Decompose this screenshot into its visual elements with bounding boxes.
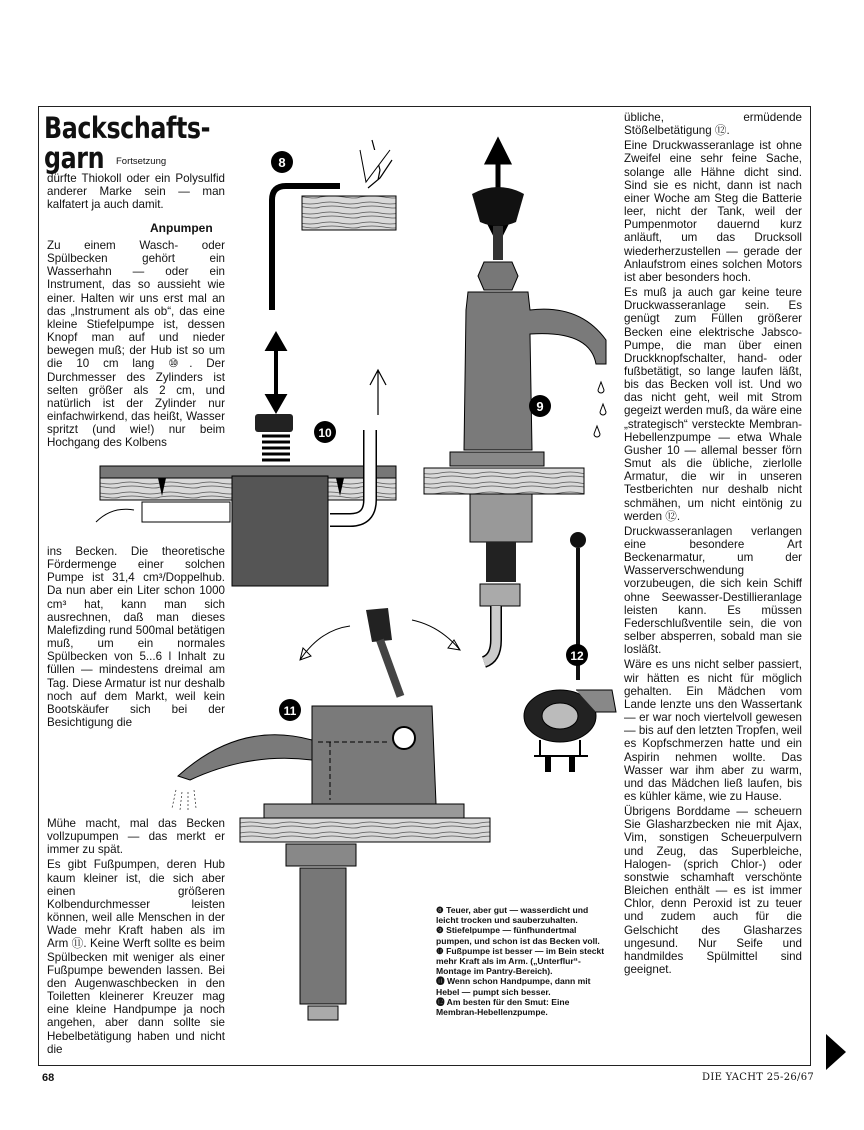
- paragraph: Übrigens Borddame — scheuern Sie Glasharzbecken nie mit Ajax, Vim, sonstigen Scheuerpulvern und Zeug, das Superbleiche, Halogen- (sprich Chlor-) oder sonstwie schamhaft verschönte Bleichen enthält — es ist immer Chlor, denn Peroxid ist zu teuer und zudem auch für die Gelschicht des Glasharzes ungesund. Nur Seife und handmildes Spülmittel sind geeignet.: [624, 805, 802, 976]
- article-title-line1: Backschafts-: [44, 111, 211, 145]
- magazine-issue: DIE YACHT 25-26/67: [702, 1072, 815, 1083]
- paragraph: Eine Druckwasseranlage ist ohne Zweifel eine sehr feine Sache, solange alle Hähne dicht sind. Sind sie es nicht, dann ist nach einer Woche am Steg die Batterie leer, nicht der Tank, weil der Pumpenmotor dauernd kurz anläuft, um das Drucksoll wiederherzustellen — gerade der Anlaufstrom eines solchen Motors ist aber besonders hoch.: [624, 139, 802, 284]
- figure-12-number: 12: [570, 649, 584, 663]
- paragraph: Es gibt Fußpumpen, deren Hub kaum kleiner ist, die sich aber einen größeren Kolbendurchmesser leisten können, weil alle Menschen in der Wade mehr Kraft haben als im Arm ⑪. Keine Werft sollte es beim Spülbecken mit weniger als einer Fußpumpe bewenden lassen. Bei den Augenwaschbecken in den Toiletten kleinerer Kreuzer mag eine kleine Handpumpe ja noch angehen, aber dann sollte sie Hebelbetätigung haben und nicht die: [47, 858, 225, 1056]
- caption-9: ❾ Stiefelpumpe — fünfhundertmal pumpen, und schon ist das Becken voll.: [436, 925, 600, 946]
- paragraph: Mühe macht, mal das Becken vollzupumpen — das merkt er immer zu spät.: [47, 817, 225, 857]
- caption-8: ❽ Teuer, aber gut — wasserdicht und leicht trocken und sauberzuhalten.: [436, 905, 589, 926]
- caption-11: ⓫ Wenn schon Handpumpe, dann mit Hebel — pumpt sich besser.: [436, 976, 591, 997]
- next-page-arrow-icon[interactable]: [826, 1034, 846, 1070]
- continuation-label: Fortsetzung: [116, 156, 167, 167]
- article-title-line2: garn: [44, 141, 105, 175]
- paragraph: ins Becken. Die theoretische Fördermenge einer solchen Pumpe ist 31,4 cm³/Doppelhub. Da nun aber ein Liter schon 1000 cm³ hat, kann man sich ausrechnen, daß man dieses Malefizding rund 500mal betätigen muß, um ein normales Spülbecken von 5...6 l Inhalt zu füllen — mindestens dreimal am Tag. Diese Armatur ist nur deshalb noch auf dem Markt, weil kein Bootskäufer sich bei der Besichtigung die: [47, 545, 225, 730]
- figure-11-number: 11: [283, 704, 297, 718]
- figure-captions: [436, 905, 610, 1017]
- figure-9-number: 9: [536, 399, 544, 414]
- caption-10: ❿ Fußpumpe ist besser — im Bein steckt mehr Kraft als im Arm. („Unterflur“-Montage im Pantry-Bereich).: [436, 945, 605, 977]
- paragraph: Wäre es uns nicht selber passiert, wir hätten es nicht für möglich gehalten. Ein Mädchen vom Lande lenzte uns den Wassertank — er war noch viertelvoll gewesen — bis auf den letzten Tropfen, weil es Kopfschmerzen hatte und ein Aspirin nehmen wollte. Das Wasser war ihm aber zu warm, und das Mädchen ließ laufen, bis es kühler käme, wie zu Hause.: [624, 658, 802, 803]
- figure-10-plunger-pump: [96, 335, 396, 586]
- paragraph: übliche, ermüdende Stößelbetätigung ⑫.: [624, 111, 802, 138]
- section-heading: Anpumpen: [150, 221, 213, 235]
- intro-paragraph: dürfte Thiokoll oder ein Polysulfid anderer Marke sein — man kalfatert ja auch damit.: [47, 172, 225, 212]
- paragraph: Zu einem Wasch- oder Spülbecken gehört ein Wasserhahn — oder ein Instrument, das so aussieht wie einer. Halten wir uns erst mal an das „Instrument als ob“, das eine kleine Stiefelpumpe ist, dessen Knopf man auf und nieder bewegen muß; der Hub ist so um die 10 cm lang ⑩. Der Durchmesser des Zylinders ist selten größer als 2 cm, und natürlich ist der Zylinder nur einfachwirkend, das heißt, Wasser spritzt (und wie!) nur beim Hochgang des Kolbens: [47, 239, 225, 450]
- page-number: 68: [42, 1072, 55, 1084]
- paragraph: Druckwasseranlagen verlangen eine besondere Art Beckenarmatur, um der Wasserverschwendung vorzubeugen, die sich kein Schiff ohne Seewasser-Destillieranlage leisten kann. Es müssen Federschlußventile sein, die von selber absperren, sobald man sie losläßt.: [624, 524, 802, 657]
- caption-12: ⓬ Am besten für den Smut: Eine Membran-Hebellenzpumpe.: [436, 996, 570, 1018]
- figure-8-number: 8: [278, 155, 286, 170]
- figure-10-number: 10: [318, 426, 332, 440]
- paragraph: Es muß ja auch gar keine teure Druckwasseranlage sein. Es genügt zum Füllen größerer Becken eine elektrische Jabsco-Pumpe, die man über einen Druckknopfschalter, hand- oder fußbetätigt, so lange laufen läßt, bis das Becken voll ist. Und wo das nicht geht, weil mit Strom gegeizt werden muß, da wäre eine „strategisch“ versteckte Membran-Hebellenzpumpe — etwa Whale Gusher 10 — allemal besser förn Smut als die übliche, zierlolle Armatur, die wir in unseren Testberichten nur deshalb nicht schmähen, um nicht eintönig zu werden ⑫.: [624, 286, 802, 523]
